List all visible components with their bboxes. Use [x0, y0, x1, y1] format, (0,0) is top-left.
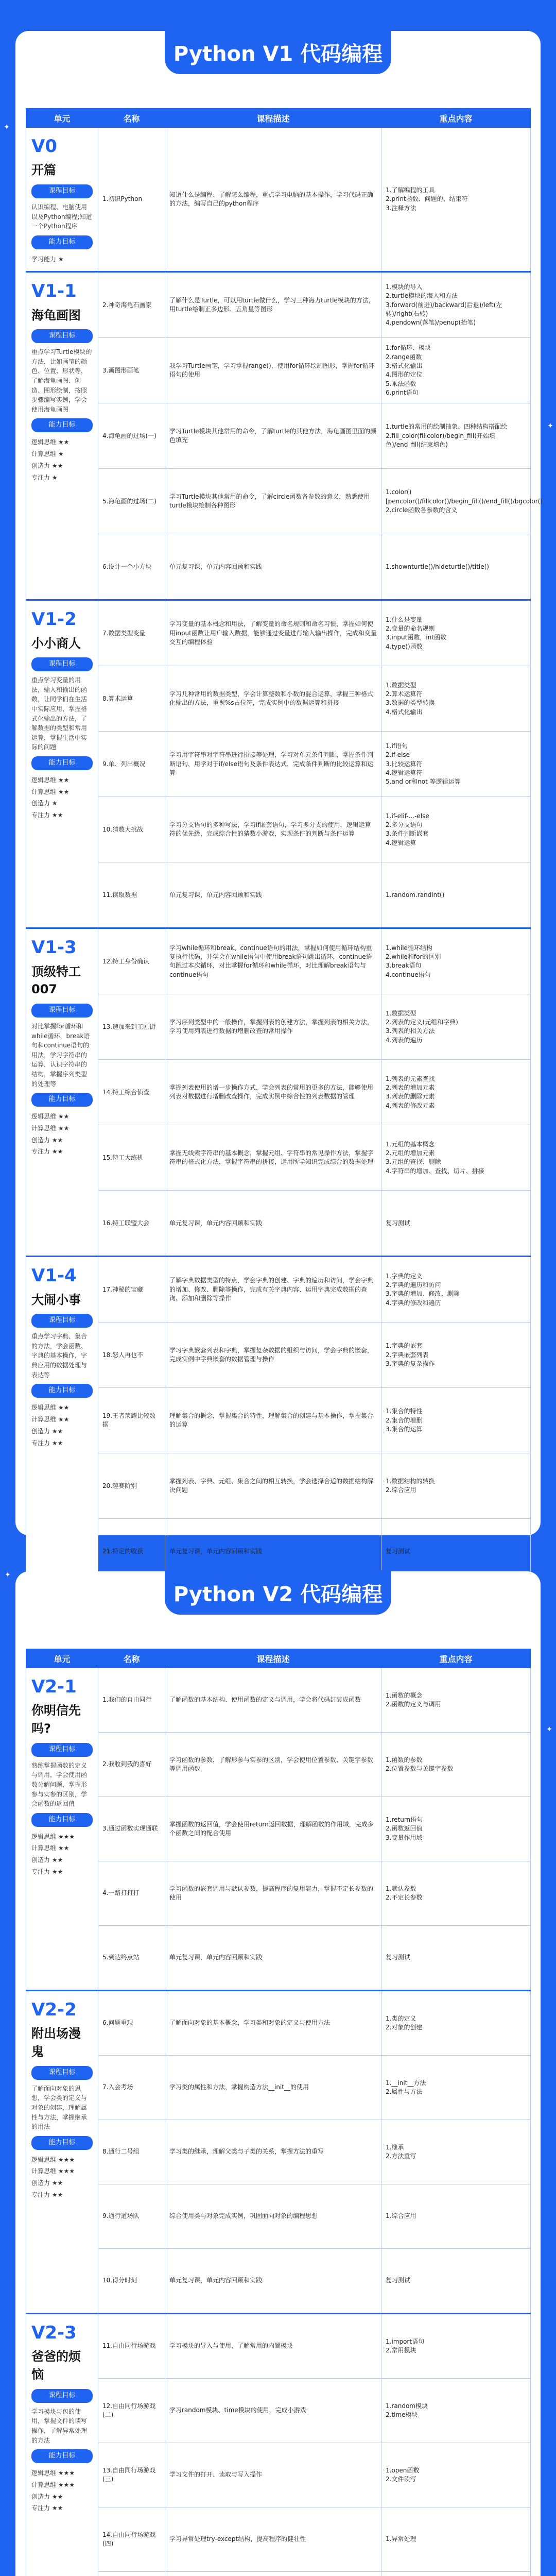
stage-name: 小小商人 [31, 636, 81, 651]
lesson-desc: 知道什么是编程、了解怎么编程，重点学习电脑的基本操作，学习代码正确的方法，编写自己的python程序 [165, 128, 381, 272]
column-header: 名称 [98, 1649, 165, 1668]
lesson-key: 1.__init__方法 2.属性与方法 [381, 2056, 531, 2120]
table-row [26, 534, 531, 600]
lesson-name: 16.特工联盟大会 [98, 1191, 165, 1257]
table-row [26, 2056, 531, 2120]
lesson-desc: 了解函数的基本结构、使用函数的定义与调用，学会将代码封装成函数 [165, 1668, 381, 1733]
lesson-desc: 了解什么是Turtle，可以用turtle做什么，学习三种海力turtle模块的方法，用turtle绘制正多边形、五角星等图形 [165, 272, 381, 338]
lesson-key: 1.random模块 2.time模块 [381, 2379, 531, 2443]
stage-code: V2-3 [31, 2323, 77, 2343]
lesson-desc: 学习Turtle模块其他常用的命令，了解turtle的其他方法，海龟画图里面的颜色填充 [165, 403, 381, 469]
ability-goal-badge: 能力目标 [31, 1093, 93, 1107]
table-row [26, 2507, 531, 2572]
ability-goal-badge: 能力目标 [31, 418, 93, 432]
ability-goal-badge: 能力目标 [31, 2449, 93, 2463]
lesson-name: 17.神秘的宝藏 [98, 1257, 165, 1323]
lesson-name: 4.海龟画的过场(一) [98, 403, 165, 469]
course-goal-text: 重点学习变量的用法，输入和输出的函数，让同学们在生活中实际应用，掌握格式化输出的方法，了解数据的类型和常用运算，掌握生活中实际的问题 [31, 676, 88, 751]
stage-name: 你明信先吗? [31, 1703, 81, 1736]
lesson-name: 8.通行二号组 [98, 2120, 165, 2184]
stage-code: V1-1 [31, 281, 77, 302]
course-goal-badge: 课程目标 [31, 329, 93, 343]
table-row [26, 600, 531, 666]
lesson-key: 1.数据结构的转换 2.综合应用 [381, 1453, 531, 1519]
lesson-key: 复习测试 [381, 2249, 531, 2314]
lesson-key: 1.shownturtle()/hideturtle()/title() [381, 534, 531, 600]
stage-cell [26, 272, 98, 600]
lesson-name: 13.速加来到工匠街 [98, 994, 165, 1060]
lesson-name: 15.特工大练机 [98, 1125, 165, 1191]
table-row [26, 1733, 531, 1797]
lesson-desc: 掌握函数的返回值，学会使用return返回数据，理解函数的作用域，完成多个函数之间的配合使用 [165, 1797, 381, 1861]
lesson-name: 12.自由同行场游戏(二) [98, 2379, 165, 2443]
lesson-desc: 掌握列表使用的增一步操作方式，学会列表的常用的更多的方法，能够使用列表对数据进行增删改查操作，完成实例中综合性的列表数据的管理 [165, 1060, 381, 1125]
lesson-key: 复习测试 [381, 1926, 531, 1991]
table-row [26, 1926, 531, 1991]
stage-name: 开篇 [31, 163, 56, 178]
lesson-name: 2.我收到我的喜好 [98, 1733, 165, 1797]
lesson-desc: 学习用字符串对字符串进行拼接等处理，学习对单元条件判断，掌握条件判断语句，用学对于if/else语句及条件表达式，完成条件判断的比较运算和运算 [165, 732, 381, 797]
lesson-name: 8.算术运算 [98, 666, 165, 732]
stage-cell [26, 128, 98, 272]
table-row [26, 128, 531, 272]
lesson-desc: 掌握无线索字符串的基本概念，掌握元组、字符串的常见操作方法，掌握字符串的格式化方法，掌握字符串的拼接，运用所学知识完成综合的数据处理 [165, 1125, 381, 1191]
lesson-name: 3.通过函数实现通联 [98, 1797, 165, 1861]
table-row [26, 1323, 531, 1388]
lesson-desc: 单元复习课，单元内容回顾和实践 [165, 1519, 381, 1585]
stage-cell [26, 928, 98, 1257]
lesson-name: 14.特工综合侦查 [98, 1060, 165, 1125]
lesson-key: 1.元组的基本概念 2.元组的增加元素 3.元组的查找、删除 4.字符串的增加、查找、切片、拼接 [381, 1125, 531, 1191]
v1-title: Python V1 代码编程 [165, 30, 391, 74]
stage-code: V2-1 [31, 1676, 77, 1697]
table-row [26, 797, 531, 862]
course-goal-text: 了解面向对象的思想，学会类的定义与对象的创建，理解属性与方法，掌握继承的用法 [31, 2084, 88, 2131]
table-row [26, 928, 531, 994]
lesson-key: 1.类的定义 2.对象的创建 [381, 1991, 531, 2056]
table-row [26, 666, 531, 732]
lesson-desc: 学习random模块、time模块的使用，完成小游戏 [165, 2379, 381, 2443]
lesson-desc: 学习while循环和break、continue语句的用法，掌握如何使用循环结构重复执行代码，并学会在while语句中使用break语句跳出循环，continue语句跳过本次循环，对比掌握for循环和while循环，对比理解break语句与continue语句 [165, 928, 381, 994]
stage-name: 海龟画图 [31, 308, 81, 323]
course-goal-text: 熟练掌握函数的定义与调用，学会使用函数分解问题，掌握形参与实参的区别，学会函数的返回值 [31, 1761, 88, 1808]
sparkle-icon: ✦ [546, 1725, 552, 1734]
lesson-name: 19.王者荣耀比较数据 [98, 1388, 165, 1453]
stage-code: V1-3 [31, 937, 77, 958]
table-row [26, 732, 531, 797]
lesson-key: 1.模块的导入 2.turtle模块的海入和方法 3.forward(前进)/backward(后退)/left(左转)/right(右转) 4.pendown(落笔)/penup(抬笔) [381, 272, 531, 338]
ability-goal-badge: 能力目标 [31, 2136, 93, 2150]
lesson-key: 1.while循环结构 2.while和for的区别 3.break语句 4.continue语句 [381, 928, 531, 994]
lesson-name: 5.到达终点站 [98, 1926, 165, 1991]
lesson-desc: 学习变量的基本概念和用法，了解变量的命名规则和命名习惯，掌握如何使用input函数让用户输入数据，能够通过变量进行输入输出操作，完成和变量交互的编程体验 [165, 600, 381, 666]
ability-list: 逻辑思维 ★★★ 计算思维 ★★ 创造力 ★★ 专注力 ★★ [31, 1833, 75, 1875]
table-row [26, 2572, 531, 2576]
lesson-key: 1.字典的嵌套 2.字典嵌套列表 3.字典的复杂操作 [381, 1323, 531, 1388]
table-header-row [26, 109, 531, 128]
table-row [26, 994, 531, 1060]
lesson-name: 11.读取数据 [98, 862, 165, 928]
lesson-name: 9.通行道场队 [98, 2184, 165, 2249]
lesson-name: 12.特工身份确认 [98, 928, 165, 994]
lesson-key: 1.列表的元素查找 2.列表的增加元素 3.列表的删除元素 4.列表的修改元素 [381, 1060, 531, 1125]
stage-code: V1-4 [31, 1265, 77, 1286]
lesson-desc: 学习几种常用的数据类型，学会计算整数和小数的混合运算，掌握三种格式化输出的方法，重视%s占位符，完成实例中的数据运算和拼接 [165, 666, 381, 732]
column-header: 重点内容 [381, 1649, 531, 1668]
lesson-desc: 了解字典数据类型的特点，学会字典的创建、字典的遍历和访问，学会字典的增加、修改、删除等操作，完成有关字典内容、运用字典完成数据的查询、添加和删除等操作 [165, 1257, 381, 1323]
lesson-key: 复习测试 [381, 1519, 531, 1585]
column-header: 名称 [98, 109, 165, 128]
stage-cell [26, 1257, 98, 1585]
table-row [26, 1191, 531, 1257]
table-row [26, 272, 531, 338]
lesson-name: 18.怒人再也不 [98, 1323, 165, 1388]
table-row [26, 2443, 531, 2507]
sparkle-icon: ✦ [5, 1571, 11, 1579]
course-goal-badge: 课程目标 [31, 1004, 93, 1018]
lesson-key: 1.数据类型 2.列表的定义(元组和字典) 3.列表的相关方法 4.列表的遍历 [381, 994, 531, 1060]
lesson-name: 6.设计一个小方块 [98, 534, 165, 600]
column-header: 重点内容 [381, 109, 531, 128]
column-header: 单元 [26, 109, 98, 128]
lesson-name: 13.自由同行场游戏(三) [98, 2443, 165, 2507]
lesson-key: 1.open函数 2.文件读写 [381, 2443, 531, 2507]
sparkle-icon: ✦ [4, 123, 10, 131]
lesson-key: 1.默认参数 2.不定长参数 [381, 1861, 531, 1926]
stage-code: V1-2 [31, 609, 77, 630]
table-row [26, 1388, 531, 1453]
ability-list: 学习能力 ★ [31, 255, 64, 263]
stage-name: 附出场漫鬼 [31, 2026, 81, 2059]
course-goal-text: 重点学习字典、集合的方法，学会函数、字典的基本操作，字典应用的数据处理与表达等 [31, 1333, 88, 1379]
lesson-key: 1.函数的概念 2.函数的定义与调用 [381, 1668, 531, 1733]
course-goal-badge: 课程目标 [31, 184, 93, 198]
lesson-key: 1.什么是变量 2.变量的命名规则 3.input函数，int函数 4.type()函数 [381, 600, 531, 666]
v2-panel [15, 1571, 541, 2576]
table-row [26, 403, 531, 469]
lesson-desc: 了解面向对象的基本概念，学习类和对象的定义与使用方法 [165, 1991, 381, 2056]
lesson-key: 1.import语句 2.常用模块 [381, 2314, 531, 2379]
lesson-name: 20.趣赛阶别 [98, 1453, 165, 1519]
table-row [26, 2379, 531, 2443]
ability-list: 逻辑思维 ★★★ 计算思维 ★★★ 创造力 ★★ 专注力 ★★ [31, 2156, 75, 2198]
column-header: 单元 [26, 1649, 98, 1668]
lesson-key: 1.异常处理 [381, 2507, 531, 2572]
lesson-name: 2.神奇海龟石画家 [98, 272, 165, 338]
lesson-desc: 单元复习课，单元内容回顾和实践 [165, 1191, 381, 1257]
table-row [26, 2314, 531, 2379]
table-header-row [26, 1649, 531, 1668]
table-row [26, 2249, 531, 2314]
lesson-key: 1.继承 2.方法重写 [381, 2120, 531, 2184]
v1-course-table [26, 108, 543, 1585]
table-row [26, 1668, 531, 1733]
table-row [26, 1453, 531, 1519]
lesson-key: 1.数据类型 2.算术运算符 3.数据的类型转换 4.格式化输出 [381, 666, 531, 732]
stage-cell [26, 1991, 98, 2314]
lesson-key [381, 2572, 531, 2576]
stage-cell [26, 2314, 98, 2576]
table-row [26, 338, 531, 403]
lesson-name: 5.海龟画的过场(二) [98, 469, 165, 534]
table-row [26, 2120, 531, 2184]
table-row [26, 862, 531, 928]
lesson-name: 7.数据类型变量 [98, 600, 165, 666]
lesson-key: 1.字典的定义 2.字典的遍历和访问 3.字典的增加、修改、删除 4.字典的修改和遍历 [381, 1257, 531, 1323]
lesson-desc: 单元复习课，单元内容回顾和实践 [165, 534, 381, 600]
course-goal-text: 对比掌握for循环和while循环，break语句和continue语句的用法，学习字符串的运算，认识字符串的结构，掌握序列类型的处理等 [31, 1023, 90, 1088]
lesson-key: 1.color()[pencolor()/fillcolor()/begin_fill()/end_fill()/bgcolor() 2.circle函数各参数的含义 [381, 469, 531, 534]
table-row [26, 1861, 531, 1926]
course-goal-badge: 课程目标 [31, 1314, 93, 1328]
ability-list: 逻辑思维 ★★ 计算思维 ★★ 创造力 ★★ 专注力 ★★ [31, 1404, 70, 1447]
course-goal-text: 认识编程、电脑使用以及Python编程;知道一个Python程序 [31, 203, 92, 230]
lesson-desc: 单元复习课，单元内容回顾和实践 [165, 862, 381, 928]
table-row [26, 1797, 531, 1861]
lesson-key: 1.random.randint() [381, 862, 531, 928]
lesson-key: 1.了解编程的工具 2.print函数、问题的、结束符 3.注释方法 [381, 128, 531, 272]
lesson-desc: 掌握列表、字典、元组、集合之间的相互转换，学会选择合适的数据结构解决问题 [165, 1453, 381, 1519]
table-row [26, 469, 531, 534]
lesson-name: 11.自由同行场游戏 [98, 2314, 165, 2379]
v2-title: Python V2 代码编程 [165, 1570, 391, 1615]
lesson-name: 6.问题重现 [98, 1991, 165, 2056]
lesson-name: 4.一路打打打 [98, 1861, 165, 1926]
course-goal-badge: 课程目标 [31, 2066, 93, 2080]
lesson-desc: 理解集合的概念，掌握集合的特性，理解集合的创建与基本操作，掌握集合的运算 [165, 1388, 381, 1453]
lesson-desc: 学习异常处理try-except结构，提高程序的健壮性 [165, 2507, 381, 2572]
lesson-desc: 学习函数的参数，了解形参与实参的区别，学会使用位置参数、关键字参数等调用函数 [165, 1733, 381, 1797]
ability-goal-badge: 能力目标 [31, 235, 93, 249]
column-header: 课程描述 [165, 109, 381, 128]
stage-name: 爸爸的烦恼 [31, 2349, 81, 2382]
v1-panel [15, 31, 543, 1555]
ability-list: 逻辑思维 ★★ 计算思维 ★★ 创造力 ★ 专注力 ★★ [31, 776, 70, 819]
table-row [26, 1991, 531, 2056]
sparkle-icon: ✦ [547, 422, 553, 430]
lesson-desc: 学习分支语句的多种写法，学习if嵌套语句，学习多分支的使用，逻辑运算符的优先级，完成综合性的猜数小游戏，实现条件的判断与条件运算 [165, 797, 381, 862]
lesson-name: 7.入会考场 [98, 2056, 165, 2120]
lesson-name: 1.初识Python [98, 128, 165, 272]
course-goal-badge: 课程目标 [31, 2389, 93, 2403]
course-goal-badge: 课程目标 [31, 657, 93, 671]
lesson-key: 1.for循环、模块 2.range函数 3.格式化输出 4.图形的定位 5.乘法函数 6.print语句 [381, 338, 531, 403]
stage-cell [26, 600, 98, 928]
lesson-key: 1.if-elif-...-else 2.多分支语句 3.条件判断嵌套 4.逻辑运算 [381, 797, 531, 862]
stage-name: 大闹小事 [31, 1292, 81, 1307]
lesson-name: 1.我们的自由同行 [98, 1668, 165, 1733]
lesson-name: 14.自由同行场游戏(四) [98, 2507, 165, 2572]
course-goal-badge: 课程目标 [31, 1743, 93, 1757]
table-row [26, 1125, 531, 1191]
lesson-desc: 学习类的继承，理解父类与子类的关系，掌握方法的重写 [165, 2120, 381, 2184]
lesson-name: 10.得分时刻 [98, 2249, 165, 2314]
course-goal-text: 重点学习Turtle模块的方法，比如画笔的颜色、位置、形状等，了解海龟画图、创造、图形绘制，按照步骤编写实例，学会使用海龟画图 [31, 348, 92, 413]
stage-code: V0 [31, 136, 57, 157]
table-row [26, 1257, 531, 1323]
lesson-desc: 学习Turtle模块其他常用的命令，了解circle函数各参数的意义，熟悉使用turtle模块绘制各种图形 [165, 469, 381, 534]
stage-name: 顶级特工007 [31, 964, 81, 997]
lesson-name: 9.单、列出概况 [98, 732, 165, 797]
ability-goal-badge: 能力目标 [31, 1384, 93, 1398]
lesson-desc [165, 2572, 381, 2576]
column-header: 课程描述 [165, 1649, 381, 1668]
lesson-key: 1.if语句 2.if-else 3.比较运算符 4.逻辑运算符 5.and or和not 等逻辑运算 [381, 732, 531, 797]
stage-cell [26, 1668, 98, 1991]
ability-list: 逻辑思维 ★★ 计算思维 ★ 创造力 ★★ 专注力 ★ [31, 438, 70, 481]
lesson-key: 1.函数的参数 2.位置参数与关键字参数 [381, 1733, 531, 1797]
lesson-desc: 学习类的属性和方法，掌握构造方法__init__的使用 [165, 2056, 381, 2120]
ability-goal-badge: 能力目标 [31, 756, 93, 770]
lesson-key: 1.集合的特性 2.集合的增删 3.集合的运算 [381, 1388, 531, 1453]
lesson-name: 3.画图形画笔 [98, 338, 165, 403]
lesson-key: 1.综合应用 [381, 2184, 531, 2249]
lesson-name: 10.猜数大挑战 [98, 797, 165, 862]
ability-list: 逻辑思维 ★★★ 计算思维 ★★★ 创造力 ★★ 专注力 ★★ [31, 2469, 75, 2512]
lesson-key: 复习测试 [381, 1191, 531, 1257]
lesson-desc: 我学习Turtle画笔，学习掌握range()，使用for循环绘制图形，掌握for循环语句的使用 [165, 338, 381, 403]
lesson-desc: 学习函数的嵌套调用与默认参数，提高程序的复用能力，掌握不定长参数的使用 [165, 1861, 381, 1926]
lesson-name [98, 2572, 165, 2576]
ability-list: 逻辑思维 ★★ 计算思维 ★★ 创造力 ★★ 专注力 ★★ [31, 1113, 70, 1156]
lesson-desc: 学习字典嵌套列表和字典，掌握复杂数据的组织与访问，学会字典的嵌套，完成实例中字典嵌套的数据管理与操作 [165, 1323, 381, 1388]
lesson-key: 1.return语句 2.函数返回值 3.变量作用域 [381, 1797, 531, 1861]
lesson-desc: 学习模块的导入与使用，了解常用的内置模块 [165, 2314, 381, 2379]
table-row [26, 2184, 531, 2249]
lesson-key: 1.turtle的常用的绘制抽象、四种结构搭配绘 2.fill_color(fillcolor)/begin_fill(开始填色)/end_fill(结束填色) [381, 403, 531, 469]
lesson-desc: 单元复习课，单元内容回顾和实践 [165, 1926, 381, 1991]
stage-code: V2-2 [31, 1999, 77, 2020]
ability-goal-badge: 能力目标 [31, 1813, 93, 1827]
lesson-desc: 学习序列类型中的一般操作，掌握列表的创建方法，掌握列表的相关方法，学习使用列表进行数据的增删改查的常用操作 [165, 994, 381, 1060]
lesson-name: 21.特定的收获 [98, 1519, 165, 1585]
table-row [26, 1060, 531, 1125]
lesson-desc: 学习文件的打开、读取与写入操作 [165, 2443, 381, 2507]
lesson-desc: 单元复习课，单元内容回顾和实践 [165, 2249, 381, 2314]
v2-course-table [26, 1649, 531, 2576]
course-goal-text: 学习模块与包的使用，掌握文件的读写操作，了解异常处理的方法 [31, 2408, 88, 2444]
lesson-desc: 综合使用类与对象完成实例，巩固面向对象的编程思想 [165, 2184, 381, 2249]
